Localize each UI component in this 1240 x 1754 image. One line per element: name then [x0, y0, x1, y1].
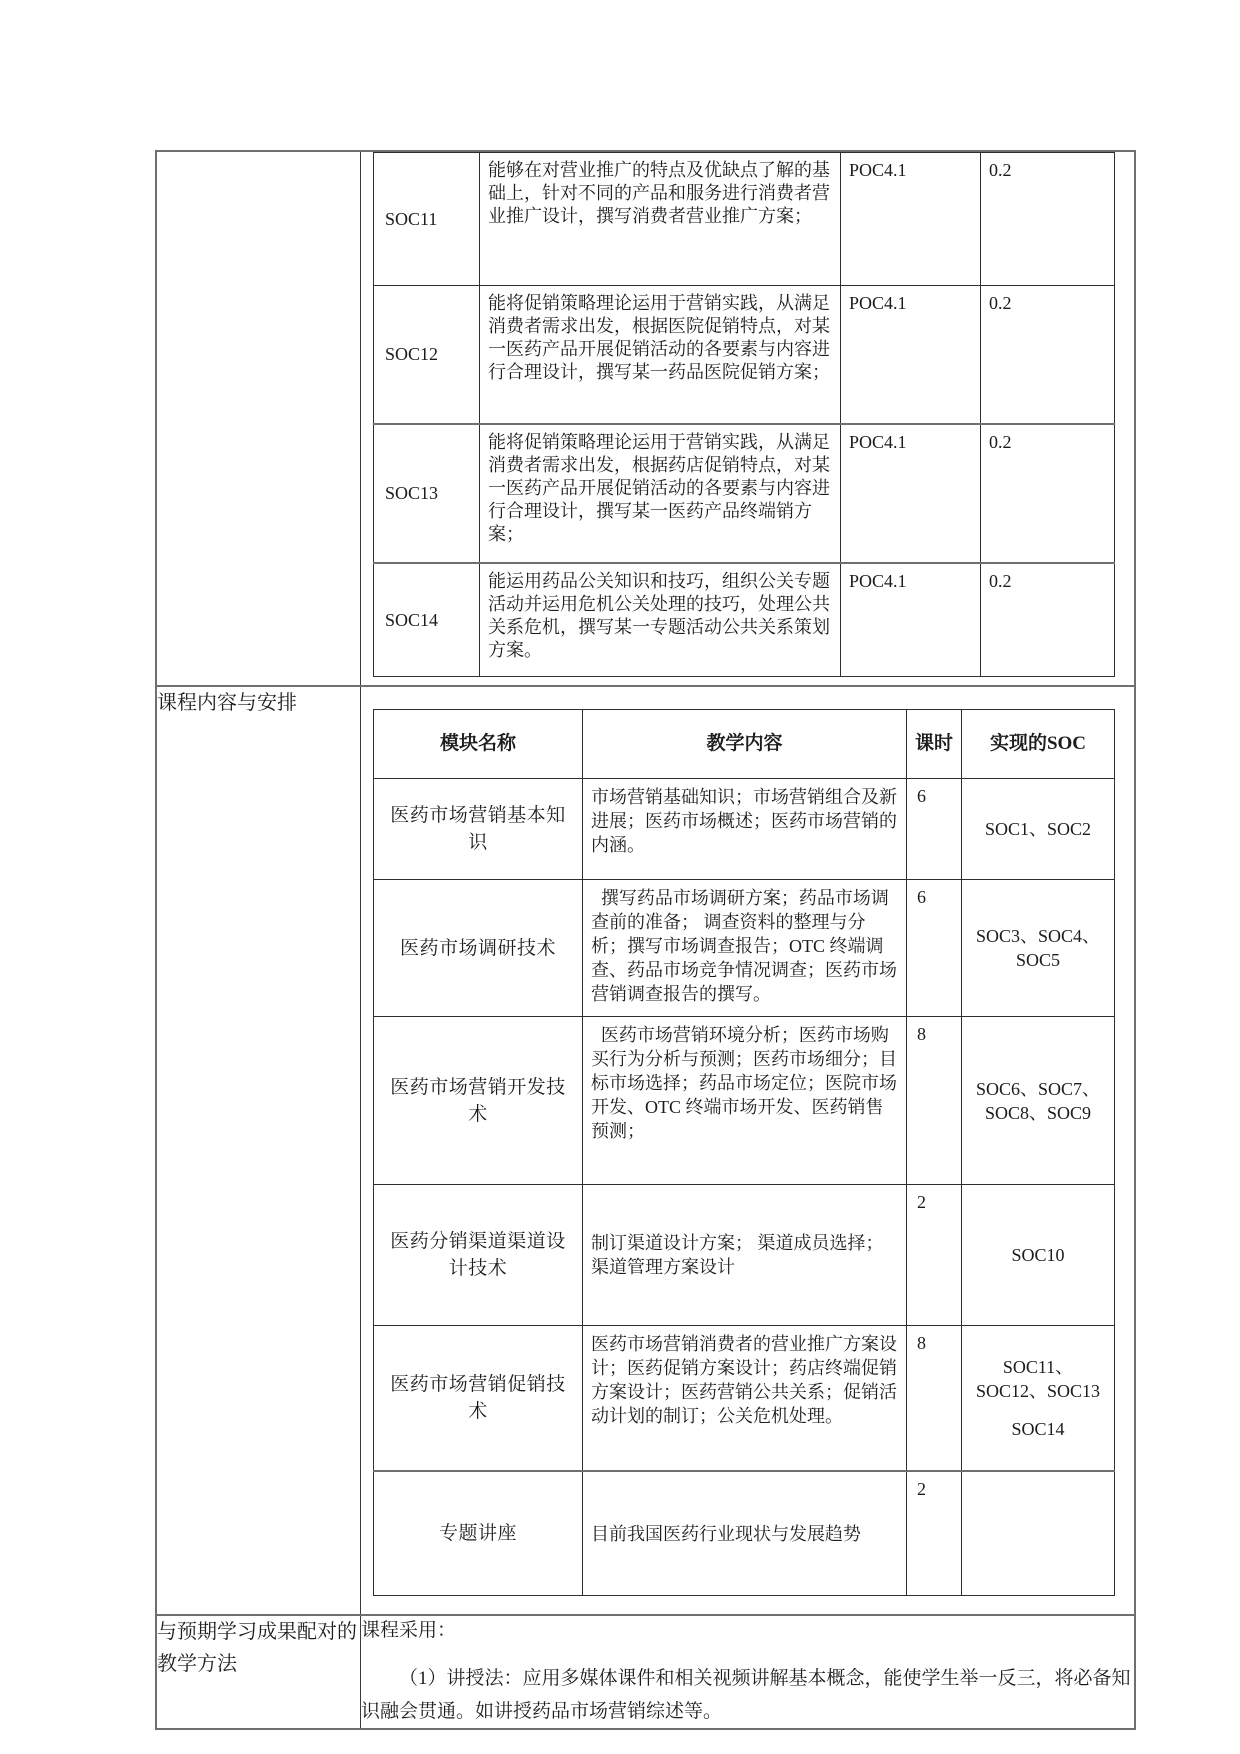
module-name: 医药分销渠道渠道设计技术	[374, 1185, 583, 1326]
soc-outcomes-section	[156, 151, 1135, 686]
module-row	[374, 1326, 1115, 1472]
module-teaching-content: 市场营销基础知识；市场营销组合及新进展；医药市场概述；医药市场营销的内涵。	[583, 779, 907, 880]
module-row	[374, 1471, 1115, 1596]
module-name: 专题讲座	[374, 1471, 583, 1596]
soc-outcome-row	[374, 153, 1115, 286]
teaching-methods-paragraph: （1）讲授法：应用多媒体课件和相关视频讲解基本概念，能使学生举一反三，将必备知识融会贯通。如讲授药品市场营销综述等。	[361, 1668, 1131, 1722]
course-content-section	[156, 686, 1135, 1615]
soc-description: 能将促销策略理论运用于营销实践，从满足消费者需求出发，根据药店促销特点，对某一医药产品开展促销活动的各要素与内容进行合理设计，撰写某一医药产品终端销方案；	[480, 424, 841, 563]
syllabus-outer-table	[155, 150, 1136, 1730]
soc-poc: POC4.1	[841, 563, 981, 677]
module-hours: 8	[907, 1326, 962, 1472]
teaching-methods-section-label: 与预期学习成果配对的教学方法	[156, 1615, 361, 1729]
module-row	[374, 1185, 1115, 1326]
module-soc: SOC10	[962, 1185, 1115, 1326]
teaching-methods-content	[361, 1615, 1136, 1729]
soc-outcomes-section-label-empty	[156, 151, 361, 686]
module-row	[374, 880, 1115, 1017]
module-soc	[962, 1326, 1115, 1472]
module-teaching-content: 撰写药品市场调研方案；药品市场调查前的准备； 调查资料的整理与分析；撰写市场调查报告；OTC 终端调查、药品市场竞争情况调查；医药市场营销调查报告的撰写。	[583, 880, 907, 1017]
header-soc: 实现的SOC	[962, 710, 1115, 779]
module-teaching-content: 医药市场营销环境分析；医药市场购买行为分析与预测；医药市场细分；目标市场选择；药品市场定位；医院市场开发、OTC 终端市场开发、医药销售预测；	[583, 1017, 907, 1185]
course-content-section-label: 课程内容与安排	[156, 686, 361, 1615]
soc-outcome-row	[374, 563, 1115, 677]
soc-description: 能将促销策略理论运用于营销实践，从满足消费者需求出发，根据医院促销特点，对某一医药产品开展促销活动的各要素与内容进行合理设计，撰写某一药品医院促销方案；	[480, 286, 841, 425]
module-hours: 8	[907, 1017, 962, 1185]
module-teaching-content: 医药市场营销消费者的营业推广方案设计；医药促销方案设计；药店终端促销方案设计；医药营销公共关系；促销活动计划的制订；公关危机处理。	[583, 1326, 907, 1472]
module-hours: 6	[907, 880, 962, 1017]
module-soc: SOC3、SOC4、SOC5	[962, 880, 1115, 1017]
soc-weight: 0.2	[981, 563, 1115, 677]
module-soc: SOC6、SOC7、SOC8、SOC9	[962, 1017, 1115, 1185]
syllabus-page	[155, 150, 1135, 1730]
module-soc-line2: SOC14	[1011, 1419, 1065, 1439]
soc-weight: 0.2	[981, 153, 1115, 286]
module-hours: 2	[907, 1471, 962, 1596]
module-row	[374, 1017, 1115, 1185]
header-hours: 课时	[907, 710, 962, 779]
header-module: 模块名称	[374, 710, 583, 779]
module-soc-line1: SOC11、SOC12、SOC13	[975, 1357, 1101, 1401]
teaching-methods-intro: 课程采用：	[361, 1620, 457, 1641]
soc-outcome-row	[374, 286, 1115, 425]
module-row	[374, 779, 1115, 880]
soc-weight: 0.2	[981, 286, 1115, 425]
module-name: 医药市场营销基本知识	[374, 779, 583, 880]
soc-weight: 0.2	[981, 424, 1115, 563]
teaching-methods-section	[156, 1615, 1135, 1729]
module-name: 医药市场营销促销技术	[374, 1326, 583, 1472]
soc-poc: POC4.1	[841, 153, 981, 286]
module-name: 医药市场营销开发技术	[374, 1017, 583, 1185]
module-soc: SOC1、SOC2	[962, 779, 1115, 880]
soc-id: SOC11	[374, 153, 480, 286]
module-name: 医药市场调研技术	[374, 880, 583, 1017]
course-content-header-row	[374, 710, 1115, 779]
soc-id: SOC14	[374, 563, 480, 677]
soc-description: 能运用药品公关知识和技巧，组织公关专题活动并运用危机公关处理的技巧，处理公共关系危机，撰写某一专题活动公共关系策划方案。	[480, 563, 841, 677]
soc-poc: POC4.1	[841, 424, 981, 563]
course-content-table	[373, 709, 1115, 1596]
soc-id: SOC12	[374, 286, 480, 425]
soc-poc: POC4.1	[841, 286, 981, 425]
header-content: 教学内容	[583, 710, 907, 779]
module-hours: 2	[907, 1185, 962, 1326]
module-soc	[962, 1471, 1115, 1596]
module-hours: 6	[907, 779, 962, 880]
soc-description: 能够在对营业推广的特点及优缺点了解的基础上，针对不同的产品和服务进行消费者营业推广设计，撰写消费者营业推广方案；	[480, 153, 841, 286]
module-teaching-content: 目前我国医药行业现状与发展趋势	[583, 1471, 907, 1596]
soc-outcome-row	[374, 424, 1115, 563]
soc-outcomes-table	[373, 152, 1115, 677]
soc-id: SOC13	[374, 424, 480, 563]
module-teaching-content: 制订渠道设计方案； 渠道成员选择；渠道管理方案设计	[583, 1185, 907, 1326]
